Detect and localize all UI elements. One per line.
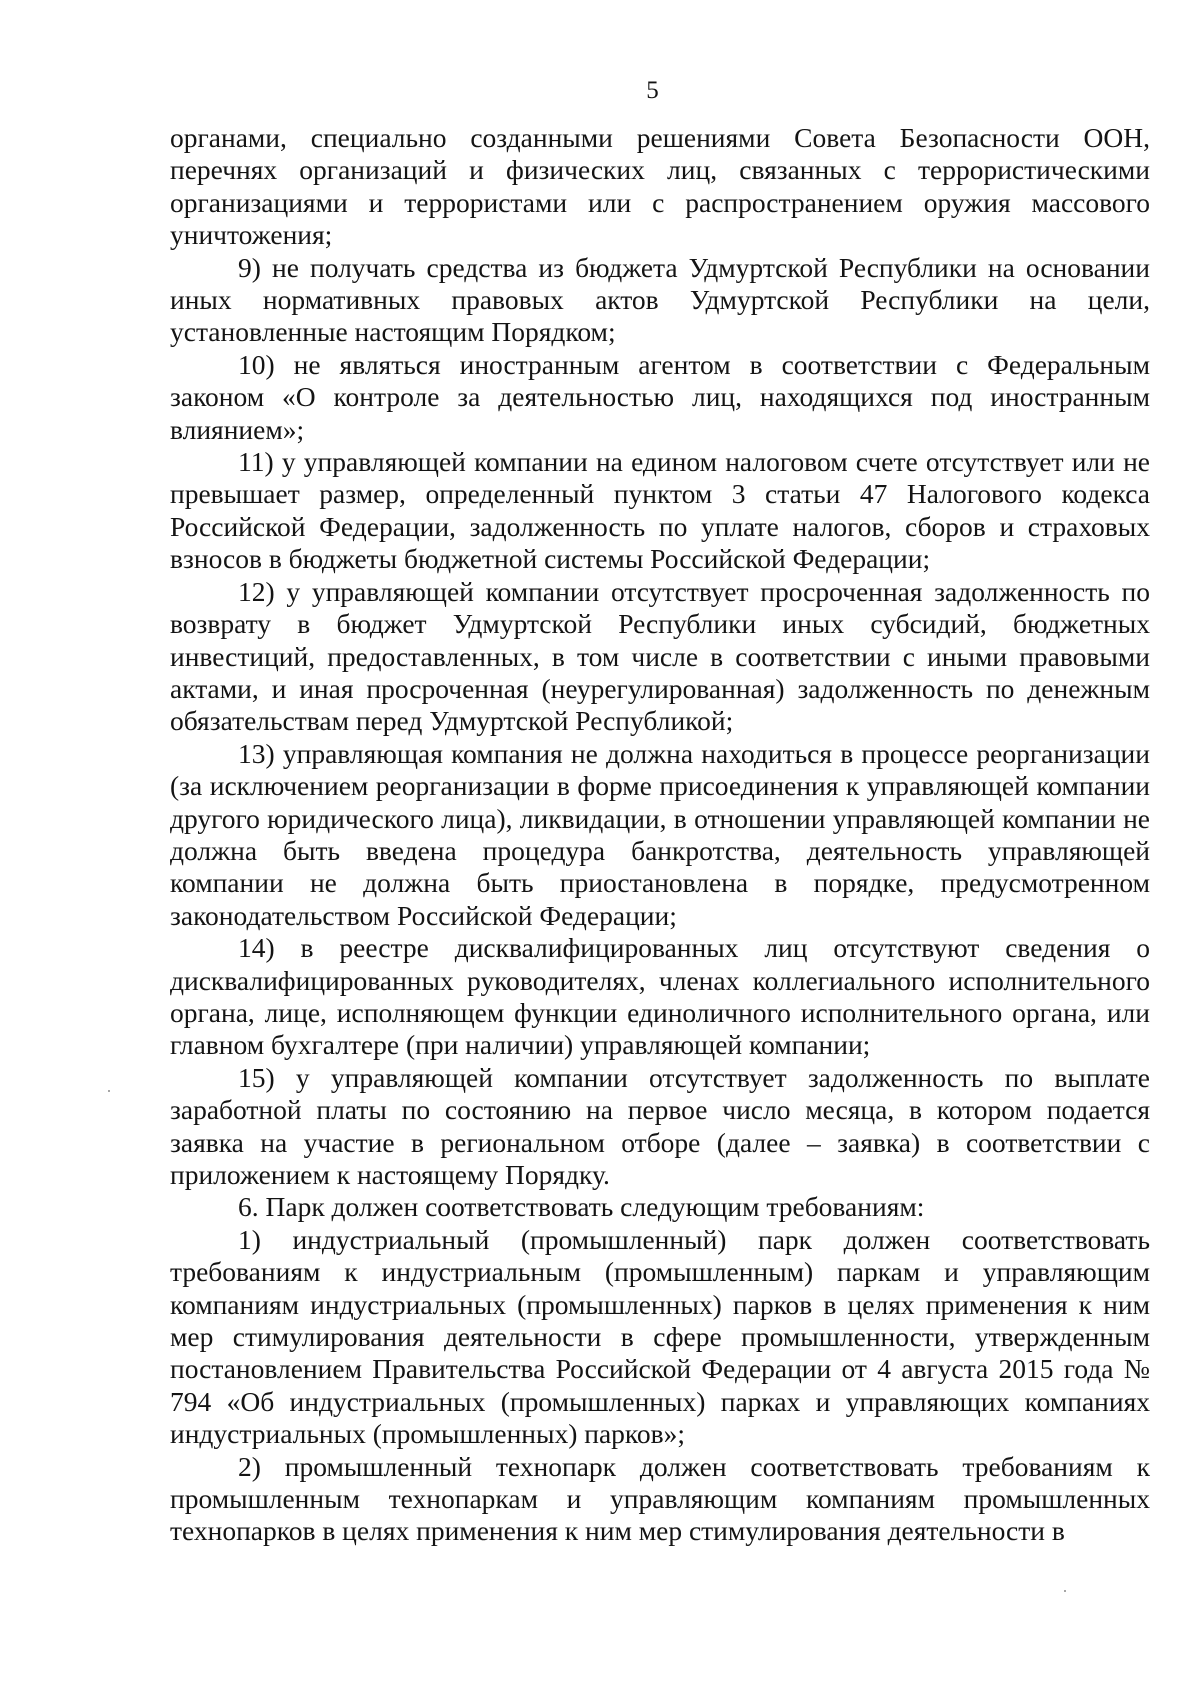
scan-speck [108,1090,110,1092]
paragraph-item-14: 14) в реестре дисквалифицированных лиц отсутствуют сведения о дисквалифицированных руководителях, членах коллегиального исполнительного органа, лице, исполняющем функции единоличного исполнительного органа, или главном бухгалтере (при наличии) управляющей компании; [170,932,1150,1061]
paragraph-item-12: 12) у управляющей компании отсутствует просроченная задолженность по возврату в бюджет Удмуртской Республики иных субсидий, бюджетных инвестиций, предоставленных, в том числе в соответствии с иными правовыми актами, и иная просроченная (неурегулированная) задолженность по денежным обязательствам перед Удмуртской Республикой; [170,575,1150,737]
paragraph-continuation: органами, специально созданными решениями Совета Безопасности ООН, перечнях организаций и физических лиц, связанных с террористическими организациями и террористами или с распространением оружия массового уничтожения; [170,122,1150,251]
paragraph-section-6-item-2: 2) промышленный технопарк должен соответствовать требованиям к промышленным технопаркам и управляющим компаниям промышленных технопарков в целях применения к ним мер стимулирования деятельности в [170,1450,1150,1547]
document-body [170,122,1150,1548]
paragraph-item-11: 11) у управляющей компании на едином налоговом счете отсутствует или не превышает размер, определенный пунктом 3 статьи 47 Налогового кодекса Российской Федерации, задолженность по уплате налогов, сборов и страховых взносов в бюджеты бюджетной системы Российской Федерации; [170,446,1150,575]
section-6-heading: 6. Парк должен соответствовать следующим требованиям: [238,1191,925,1223]
paragraph-item-13: 13) управляющая компания не должна находиться в процессе реорганизации (за исключением реорганизации в форме присоединения к управляющей компании другого юридического лица), ликвидации, в отношении управляющей компании не должна быть введена процедура банкротства, деятельность управляющей компании не должна быть приостановлена в порядке, предусмотренном законодательством Российской Федерации; [170,737,1150,931]
paragraph-item-9: 9) не получать средства из бюджета Удмуртской Республики на основании иных нормативных правовых актов Удмуртской Республики на цели, установленные настоящим Порядком; [170,251,1150,348]
paragraph-item-15: 15) у управляющей компании отсутствует задолженность по выплате заработной платы по состоянию на первое число месяца, в котором подается заявка на участие в региональном отборе (далее – заявка) в соответствии с приложением к настоящему Порядку. [170,1061,1150,1190]
scan-speck [1064,1590,1066,1592]
paragraph-section-6-item-1: 1) индустриальный (промышленный) парк должен соответствовать требованиям к индустриальным (промышленным) паркам и управляющим компаниям индустриальных (промышленных) парков в целях применения к ним мер стимулирования деятельности в сфере промышленности, утвержденным постановлением Правительства Российской Федерации от 4 августа 2015 года № 794 «Об индустриальных (промышленных) парках и управляющих компаниях индустриальных (промышленных) парков»; [170,1223,1150,1450]
paragraph-item-10: 10) не являться иностранным агентом в соответствии с Федеральным законом «О контроле за деятельностью лиц, находящихся под иностранным влиянием»; [170,348,1150,445]
page-number: 5 [646,77,659,104]
